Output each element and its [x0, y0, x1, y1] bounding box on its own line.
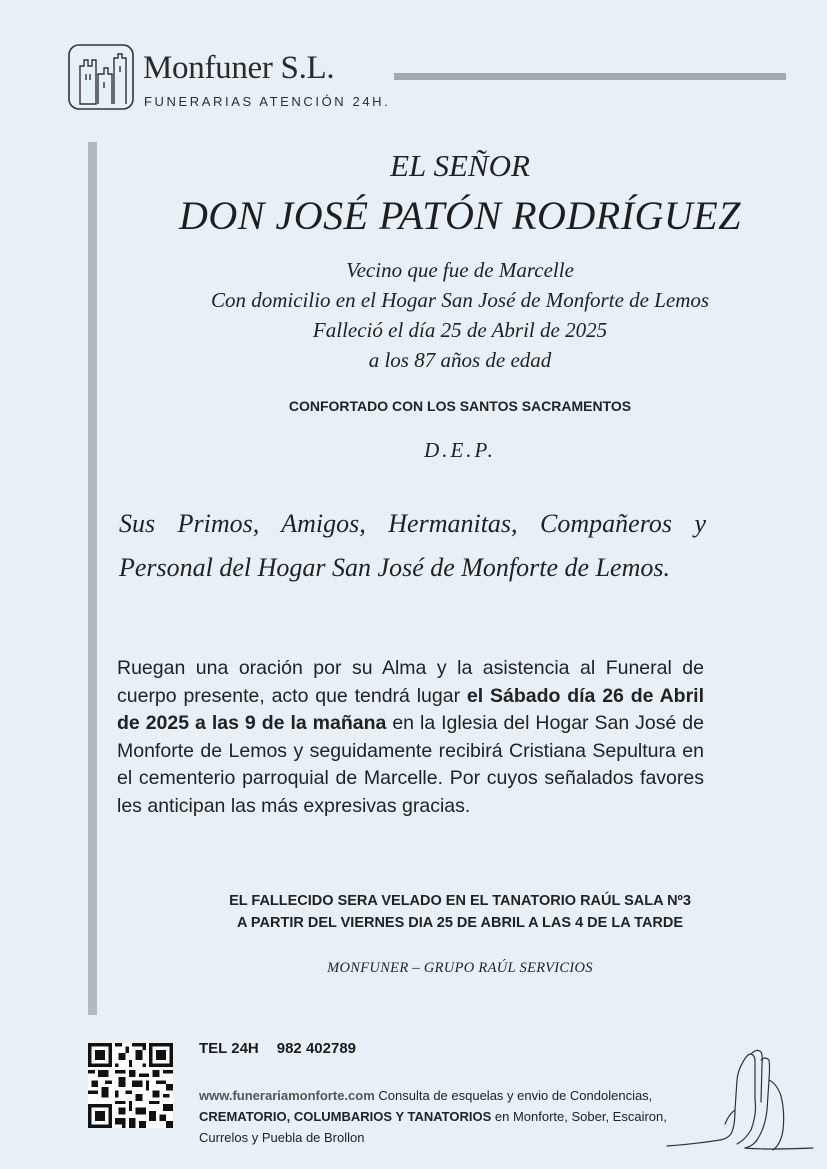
left-divider: [88, 142, 97, 1015]
brand-tagline: FUNERARIAS ATENCIÓN 24H.: [144, 94, 391, 109]
praying-hands-icon: [665, 1040, 815, 1155]
mourners-paragraph: Sus Primos, Amigos, Hermanitas, Compañeros y Personal del Hogar San José de Monforte de Lemos.: [119, 509, 706, 582]
notice-title: EL SEÑOR: [390, 148, 530, 183]
qr-code-icon[interactable]: [88, 1043, 173, 1128]
deceased-name: DON JOSÉ PATÓN RODRÍGUEZ: [179, 193, 741, 238]
sacraments-line: CONFORTADO CON LOS SANTOS SACRAMENTOS: [288, 398, 632, 414]
wake-line: A PARTIR DEL VIERNES DIA 25 DE ABRIL A LAS 4 DE LA TARDE: [236, 915, 684, 931]
wake-line: EL FALLECIDO SERA VELADO EN EL TANATORIO RAÚL SALA Nº3: [229, 893, 691, 909]
dep-line: D.E.P.: [424, 438, 496, 462]
phone-label: TEL 24H: [199, 1040, 259, 1057]
footer-text-part2: en Monforte, Sober, Escairon, Currelos y Puebla de Brollon: [199, 1109, 667, 1145]
funeral-paragraph: [117, 655, 704, 820]
wake-info: [100, 890, 820, 934]
info-line: a los 87 años de edad: [368, 348, 552, 372]
footer-services: CREMATORIO, COLUMBARIOS Y TANATORIOS: [199, 1109, 492, 1124]
tower-logo-icon: [68, 44, 134, 110]
group-line: MONFUNER – GRUPO RAÚL SERVICIOS: [327, 960, 593, 976]
info-line: Vecino que fue de Marcelle: [346, 258, 574, 282]
website-link[interactable]: www.funerariamonforte.com: [199, 1088, 375, 1103]
footer-info: [199, 1085, 669, 1148]
info-line: Con domicilio en el Hogar San José de Monforte de Lemos: [210, 288, 710, 312]
funeral-text-part1: Ruegan una oración por su Alma y la asistencia al Funeral de cuerpo presente, acto que tendrá lugar: [117, 657, 704, 707]
phone-number[interactable]: 982 402789: [276, 1040, 356, 1057]
phone-line: [199, 1040, 356, 1057]
header-divider: [394, 73, 786, 80]
footer-text-part1: Consulta de esquelas y envio de Condolencias,: [374, 1088, 653, 1103]
funeral-date-time: el Sábado día 26 de Abril de 2025 a las 9 de la mañana: [117, 684, 704, 734]
deceased-info: [100, 255, 820, 375]
brand-name: Monfuner S.L.: [143, 50, 335, 86]
info-line: Falleció el día 25 de Abril de 2025: [312, 318, 608, 342]
funeral-text-part2: en la Iglesia del Hogar San José de Monforte de Lemos y seguidamente recibirá Cristiana Sepultura en el cementerio parroquial de Marcelle. Por cuyos señalados favores les anticipan las más expresivas gracias.: [117, 712, 704, 817]
